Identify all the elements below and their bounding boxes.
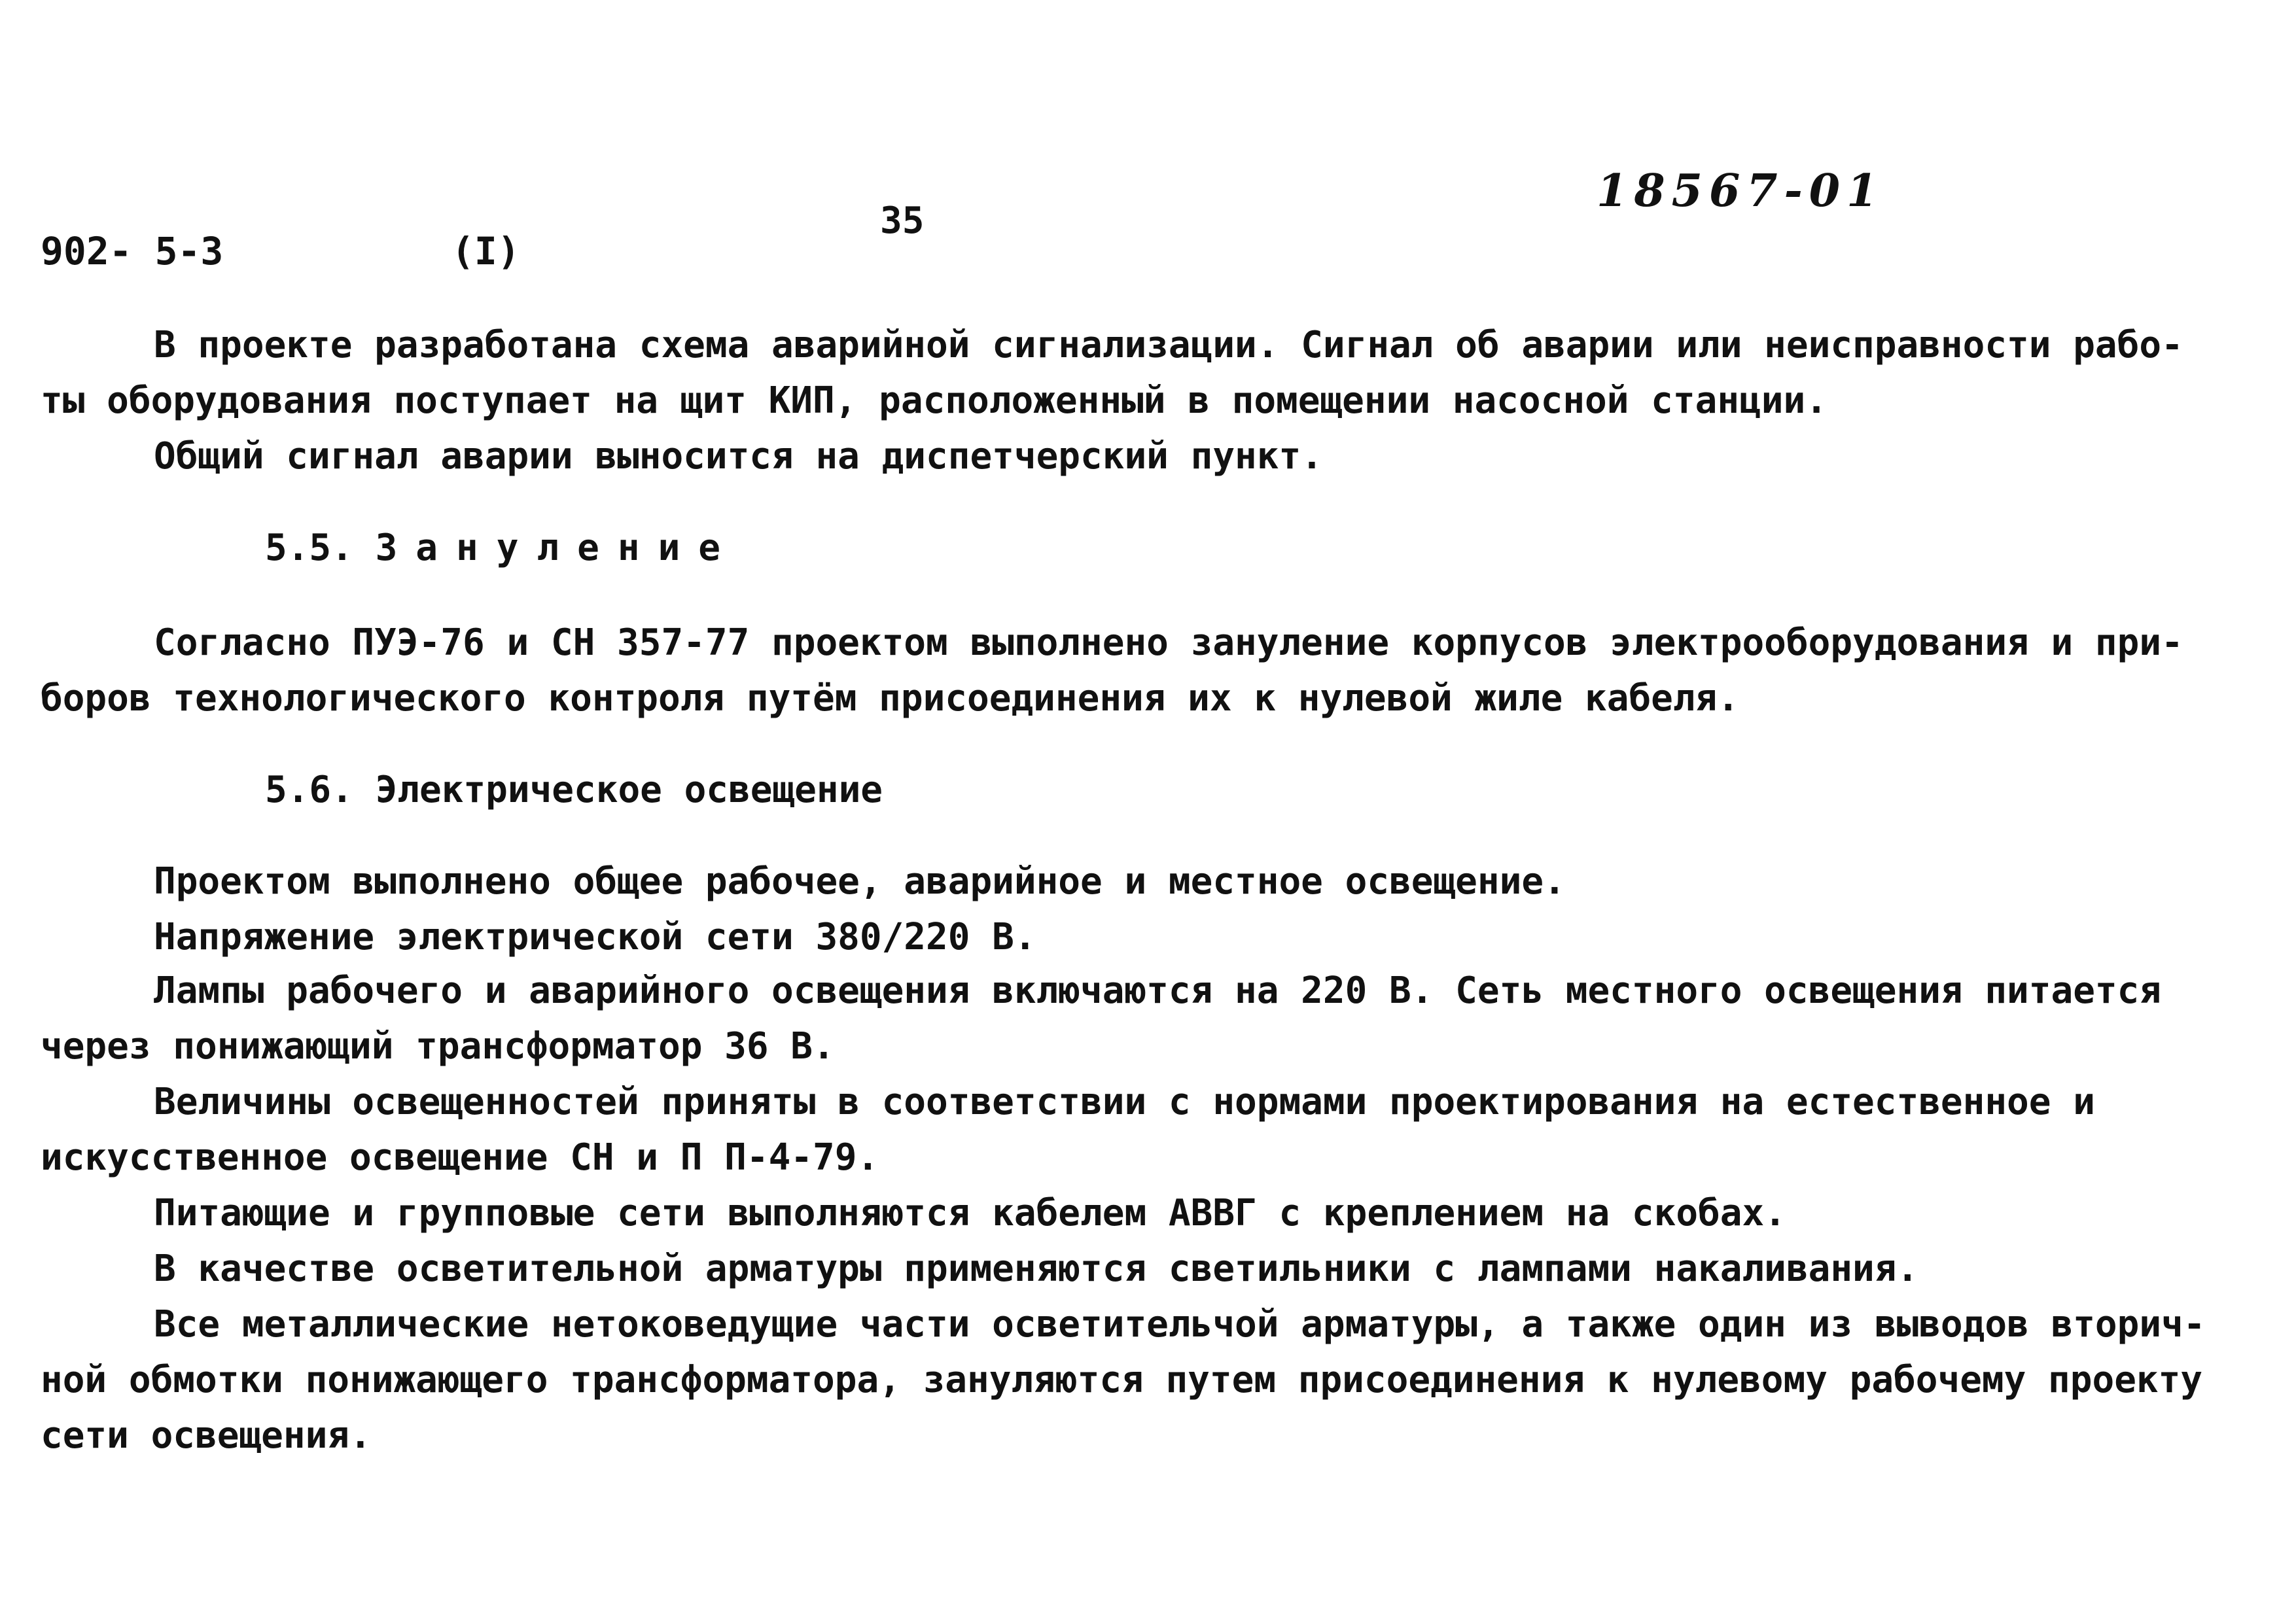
alarm-paragraph-line-1: В проекте разработана схема аварийной сигнализации. Сигнал об аварии или неисправности рабо- (154, 324, 2183, 366)
section-5-6-heading: 5.6. Электрическое освещение (265, 769, 883, 811)
document-code: 902- 5-3 (41, 229, 224, 273)
handwritten-number: 18567-01 (1597, 165, 1884, 217)
alarm-paragraph-line-2: ты оборудования поступает на щит КИП, расположенный в помещении насосной станции. (41, 379, 1828, 422)
lighting-paragraph-2: Напряжение электрической сети 380/220 В. (154, 916, 1036, 958)
section-5-5-title: Зануление (375, 527, 739, 569)
lighting-paragraph-4-line-2: искусственное освещение СН и П П-4-79. (41, 1136, 879, 1179)
lighting-paragraph-6: В качестве осветительной арматуры применяются светильники с лампами накаливания. (154, 1248, 1919, 1290)
grounding-paragraph-line-2: боров технологического контроля путём присоединения их к нулевой жиле кабеля. (41, 677, 1740, 720)
lighting-paragraph-5: Питающие и групповые сети выполняются кабелем АВВГ с креплением на скобах. (154, 1192, 1786, 1234)
lighting-paragraph-7-line-1: Все металлические нетоковедущие части осветительчой арматуры, а также один из выводов вторич- (154, 1303, 2206, 1346)
grounding-paragraph-line-1: Согласно ПУЭ-76 и СН 357-77 проектом выполнено зануление корпусов электрооборудования и при- (154, 621, 2183, 664)
lighting-paragraph-7-line-3: сети освещения. (41, 1414, 372, 1457)
page-number: 35 (880, 200, 925, 242)
lighting-paragraph-1: Проектом выполнено общее рабочее, аварийное и местное освещение. (154, 860, 1566, 903)
section-5-5-heading (265, 527, 739, 569)
lighting-paragraph-4-line-1: Величины освещенностей приняты в соответствии с нормами проектирования на естественное и (154, 1081, 2095, 1123)
document-part: (I) (451, 229, 520, 273)
section-5-5-number: 5.5. (265, 527, 353, 569)
lighting-paragraph-7-line-2: ной обмотки понижающего трансформатора, зануляются путем присоединения к нулевому рабочему проекту (41, 1359, 2203, 1401)
alarm-paragraph-2: Общий сигнал аварии выносится на диспетчерский пункт. (154, 435, 1323, 478)
lighting-paragraph-3-line-2: через понижающий трансформатор 36 В. (41, 1025, 835, 1068)
lighting-paragraph-3-line-1: Лампы рабочего и аварийного освещения включаются на 220 В. Сеть местного освещения питается (154, 969, 2162, 1012)
